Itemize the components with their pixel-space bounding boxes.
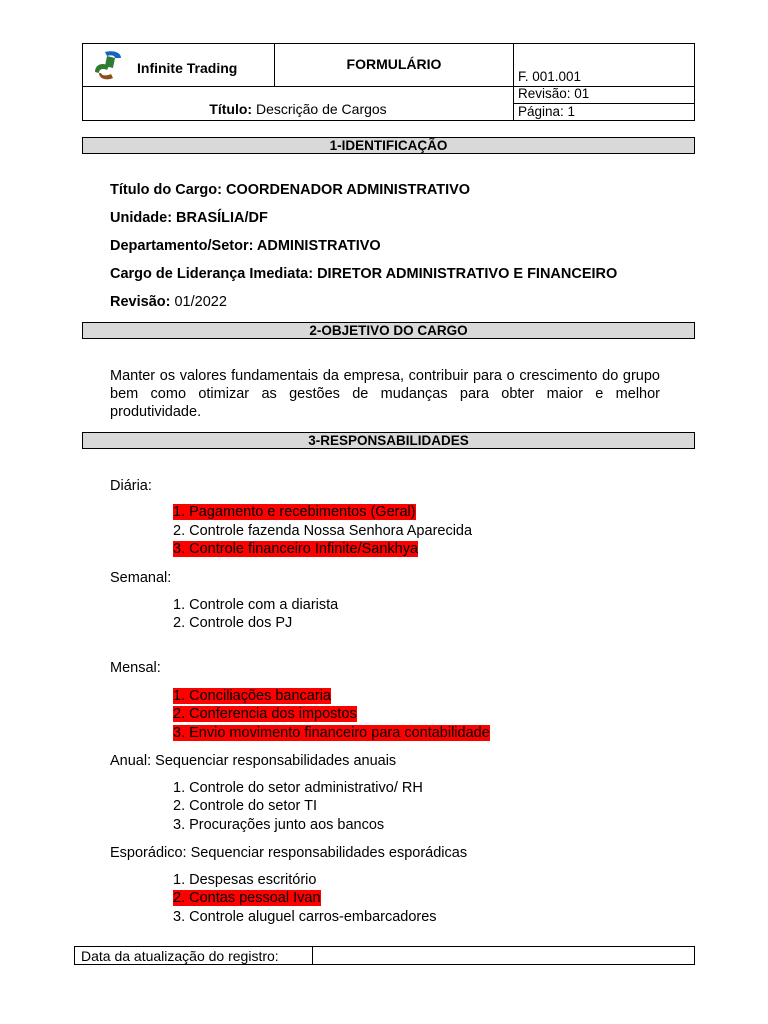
anual-item-2: 2. Controle do setor TI xyxy=(173,798,318,814)
departamento: Departamento/Setor: ADMINISTRATIVO xyxy=(110,238,381,254)
revisao xyxy=(110,294,227,310)
company-logo-icon xyxy=(91,48,127,84)
revisao-value: 01/2022 xyxy=(170,294,227,310)
list-item xyxy=(173,872,316,889)
list-item xyxy=(173,725,490,742)
unidade: Unidade: BRASÍLIA/DF xyxy=(110,210,268,226)
mensal-item-2: 2. Conferencia dos impostos xyxy=(173,706,357,722)
header-table xyxy=(82,43,695,121)
esporadico-item-2: 2. Contas pessoal Ivan xyxy=(173,890,321,906)
form-code: F. 001.001 xyxy=(518,69,582,84)
diaria-item-2: 2. Controle fazenda Nossa Senhora Aparecida xyxy=(173,523,473,539)
list-item xyxy=(173,504,416,521)
anual-item-3: 3. Procurações junto aos bancos xyxy=(173,817,385,833)
title-value: Descrição de Cargos xyxy=(252,101,387,117)
section-bar-objetivo: 2-OBJETIVO DO CARGO xyxy=(82,322,695,339)
footer-label: Data da atualização do registro: xyxy=(81,948,279,964)
diaria-item-3: 3. Controle financeiro Infinite/Sankhya xyxy=(173,541,419,557)
revisao-label: Revisão: xyxy=(110,294,171,310)
diaria-label: Diária: xyxy=(110,478,152,494)
company-name: Infinite Trading xyxy=(137,60,238,76)
list-item xyxy=(173,798,317,815)
esporadico-item-1: 1. Despesas escritório xyxy=(173,872,317,888)
footer-table xyxy=(74,946,695,965)
list-item xyxy=(173,688,331,705)
list-item xyxy=(173,780,423,797)
document-title xyxy=(83,101,513,117)
list-item xyxy=(173,890,321,907)
list-item xyxy=(173,909,437,926)
form-label: FORMULÁRIO xyxy=(346,56,442,72)
cargo-title: Título do Cargo: COORDENADOR ADMINISTRATIVO xyxy=(110,182,471,198)
form-revision: Revisão: 01 xyxy=(518,86,590,101)
lideranca: Cargo de Liderança Imediata: DIRETOR ADMINISTRATIVO E FINANCEIRO xyxy=(110,266,618,282)
diaria-item-1: 1. Pagamento e recebimentos (Geral) xyxy=(173,504,416,520)
list-item xyxy=(173,523,472,540)
list-item xyxy=(173,597,338,614)
list-item xyxy=(173,615,292,632)
form-page: Página: 1 xyxy=(518,104,576,119)
mensal-label: Mensal: xyxy=(110,660,161,676)
esporadico-label: Esporádico: Sequenciar responsabilidades esporádicas xyxy=(110,845,468,861)
anual-label: Anual: Sequenciar responsabilidades anuais xyxy=(110,753,397,769)
list-item xyxy=(173,541,418,558)
footer-divider xyxy=(312,947,313,964)
section-bar-identificacao: 1-IDENTIFICAÇÃO xyxy=(82,137,695,154)
mensal-item-1: 1. Conciliações bancaria xyxy=(173,688,331,704)
list-item xyxy=(173,817,384,834)
semanal-item-1: 1. Controle com a diarista xyxy=(173,597,339,613)
header-divider xyxy=(513,44,514,120)
esporadico-item-3: 3. Controle aluguel carros-embarcadores xyxy=(173,909,437,925)
semanal-item-2: 2. Controle dos PJ xyxy=(173,615,293,631)
anual-item-1: 1. Controle do setor administrativo/ RH xyxy=(173,780,423,796)
section-bar-responsabilidades: 3-RESPONSABILIDADES xyxy=(82,432,695,449)
objetivo-text: Manter os valores fundamentais da empresa, contribuir para o crescimento do grupo bem como otimizar as gestões de mudanças para obter maior e melhor produtividade. xyxy=(110,368,660,420)
semanal-label: Semanal: xyxy=(110,570,172,586)
mensal-item-3: 3. Envio movimento financeiro para contabilidade xyxy=(173,725,490,741)
header-divider xyxy=(83,86,694,87)
list-item xyxy=(173,706,357,723)
title-label: Título: xyxy=(209,101,253,117)
